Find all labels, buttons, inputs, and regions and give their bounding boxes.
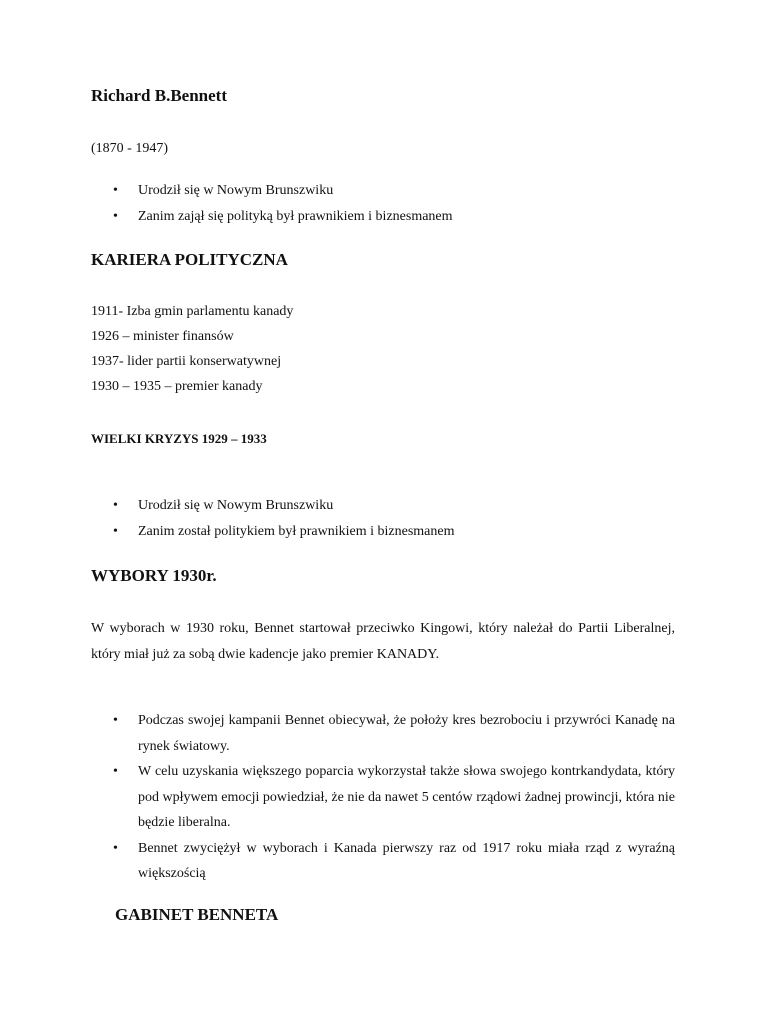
bullet-icon: • [113,498,118,513]
list-item: • Zanim został politykiem był prawnikiem i biznesmanem [91,519,675,545]
career-item: 1930 – 1935 – premier kanady [91,379,263,394]
list-item: • Podczas swojej kampanii Bennet obiecywał, że położy kres bezrobociu i przywróci Kanadę na rynek światowy. [91,708,675,759]
elections-paragraph: W wyborach w 1930 roku, Bennet startował przeciwko Kingowi, który należał do Partii Liberalnej, który miał już za sobą dwie kadencje jako premier KANADY. [91,621,675,662]
crisis-list [91,493,675,544]
list-item: • Urodził się w Nowym Brunszwiku [91,493,675,519]
list-item: • W celu uzyskania większego poparcia wykorzystał także słowa swojego kontrkandydata, który pod wpływem emocji powiedział, że nie da nawet 5 centów rządowi żadnej prowincji, która nie będzie liberalna. [91,759,675,836]
bullet-icon: • [113,764,118,779]
intro-list [91,178,675,229]
crisis-heading: WIELKI KRYZYS 1929 – 1933 [91,431,267,446]
career-item: 1911- Izba gmin parlamentu kanady [91,304,294,319]
elections-list [91,708,675,887]
bullet-icon: • [113,208,118,224]
list-item: • Zanim zajął się polityką był prawnikiem i biznesmanem [91,204,675,230]
career-item: 1926 – minister finansów [91,329,234,344]
document-title: Richard B.Bennett [91,86,227,105]
bullet-icon: • [113,183,118,198]
elections-heading: WYBORY 1930r. [91,566,217,585]
bullet-icon: • [113,840,118,856]
list-item: • Urodził się w Nowym Brunszwiku [91,178,675,204]
cabinet-heading: GABINET BENNETA [115,905,279,924]
career-heading: KARIERA POLITYCZNA [91,250,288,269]
life-years: (1870 - 1947) [91,141,168,156]
bullet-icon: • [113,523,118,539]
bullet-icon: • [113,713,118,728]
career-item: 1937- lider partii konserwatywnej [91,354,282,369]
list-item: • Bennet zwyciężył w wyborach i Kanada pierwszy raz od 1917 roku miała rząd z wyraźną większością [91,836,675,887]
